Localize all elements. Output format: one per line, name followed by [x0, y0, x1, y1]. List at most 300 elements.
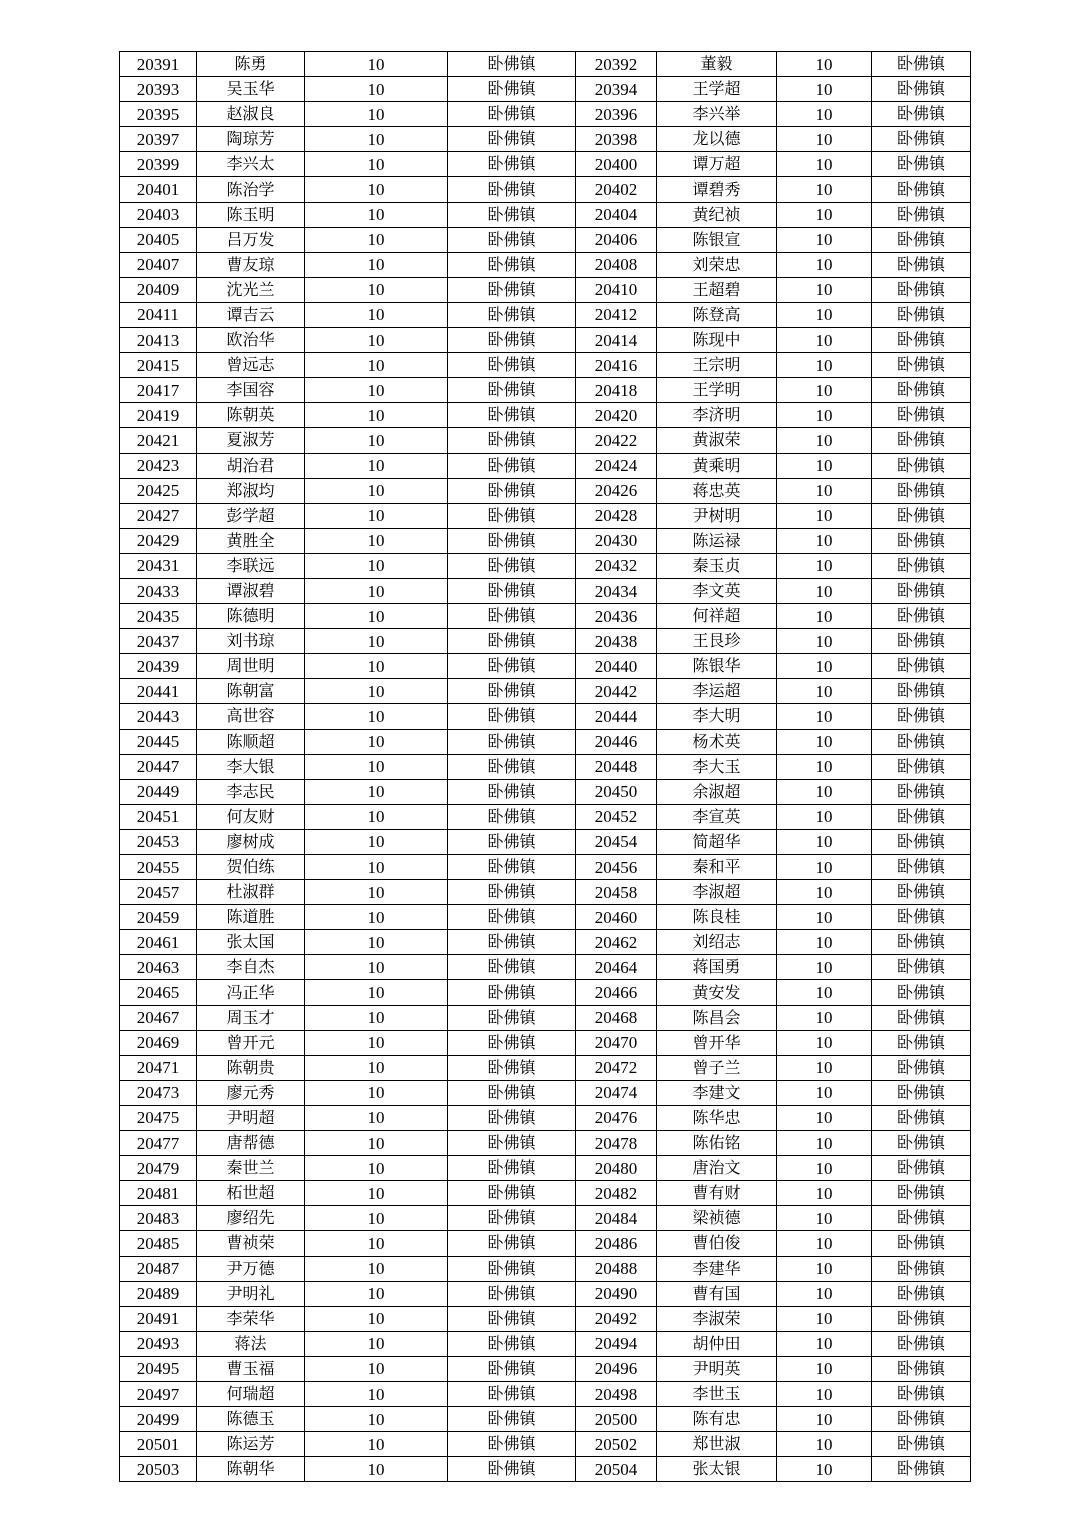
cell-name: 唐帮德 [197, 1131, 305, 1156]
cell-name: 黄胜全 [197, 528, 305, 553]
table-row [120, 127, 971, 152]
cell-town: 卧佛镇 [872, 528, 971, 553]
cell-name: 吕万发 [197, 227, 305, 252]
cell-num: 10 [777, 679, 872, 704]
cell-name: 曹友琼 [197, 252, 305, 277]
cell-id: 20445 [120, 729, 197, 754]
cell-name: 曹祯荣 [197, 1231, 305, 1256]
table-row [120, 1055, 971, 1080]
cell-id: 20424 [576, 453, 657, 478]
table-row [120, 905, 971, 930]
table-row [120, 980, 971, 1005]
cell-town: 卧佛镇 [448, 880, 576, 905]
cell-id: 20459 [120, 905, 197, 930]
table-row [120, 855, 971, 880]
cell-id: 20473 [120, 1080, 197, 1105]
cell-name: 曾远志 [197, 353, 305, 378]
cell-name: 简超华 [657, 829, 777, 854]
cell-name: 李大银 [197, 754, 305, 779]
cell-num: 10 [305, 1256, 448, 1281]
cell-name: 谭碧秀 [657, 177, 777, 202]
cell-num: 10 [777, 453, 872, 478]
cell-num: 10 [305, 1055, 448, 1080]
table-row [120, 729, 971, 754]
table-row [120, 629, 971, 654]
cell-name: 秦世兰 [197, 1156, 305, 1181]
cell-id: 20438 [576, 629, 657, 654]
cell-id: 20405 [120, 227, 197, 252]
cell-name: 黄淑荣 [657, 428, 777, 453]
cell-town: 卧佛镇 [448, 127, 576, 152]
cell-num: 10 [305, 478, 448, 503]
cell-name: 曹有财 [657, 1181, 777, 1206]
cell-id: 20418 [576, 378, 657, 403]
cell-num: 10 [305, 453, 448, 478]
table-row [120, 252, 971, 277]
cell-id: 20462 [576, 930, 657, 955]
cell-num: 10 [777, 152, 872, 177]
cell-num: 10 [305, 1156, 448, 1181]
cell-num: 10 [777, 227, 872, 252]
cell-name: 李志民 [197, 779, 305, 804]
cell-name: 陈德明 [197, 604, 305, 629]
cell-name: 陈运芳 [197, 1432, 305, 1457]
cell-town: 卧佛镇 [448, 1256, 576, 1281]
cell-town: 卧佛镇 [872, 453, 971, 478]
cell-id: 20423 [120, 453, 197, 478]
cell-id: 20458 [576, 880, 657, 905]
cell-id: 20487 [120, 1256, 197, 1281]
table-row [120, 478, 971, 503]
cell-town: 卧佛镇 [872, 1156, 971, 1181]
cell-town: 卧佛镇 [448, 1432, 576, 1457]
cell-name: 王学超 [657, 77, 777, 102]
cell-name: 陈银华 [657, 654, 777, 679]
cell-num: 10 [777, 252, 872, 277]
cell-town: 卧佛镇 [872, 654, 971, 679]
table-row [120, 52, 971, 77]
cell-id: 20437 [120, 629, 197, 654]
cell-id: 20444 [576, 704, 657, 729]
cell-num: 10 [305, 378, 448, 403]
cell-num: 10 [777, 1457, 872, 1482]
cell-town: 卧佛镇 [872, 1256, 971, 1281]
cell-town: 卧佛镇 [872, 503, 971, 528]
cell-num: 10 [305, 328, 448, 353]
cell-num: 10 [777, 1055, 872, 1080]
cell-num: 10 [777, 804, 872, 829]
cell-num: 10 [777, 930, 872, 955]
cell-town: 卧佛镇 [872, 1030, 971, 1055]
table-row [120, 353, 971, 378]
table-row [120, 328, 971, 353]
cell-id: 20485 [120, 1231, 197, 1256]
cell-num: 10 [777, 1306, 872, 1331]
cell-id: 20406 [576, 227, 657, 252]
cell-town: 卧佛镇 [448, 1105, 576, 1130]
cell-town: 卧佛镇 [872, 1432, 971, 1457]
cell-name: 尹明礼 [197, 1281, 305, 1306]
cell-num: 10 [777, 729, 872, 754]
cell-num: 10 [777, 302, 872, 327]
table-row [120, 77, 971, 102]
cell-id: 20401 [120, 177, 197, 202]
cell-town: 卧佛镇 [448, 1331, 576, 1356]
cell-num: 10 [777, 1407, 872, 1432]
table-row [120, 152, 971, 177]
cell-town: 卧佛镇 [448, 353, 576, 378]
cell-town: 卧佛镇 [448, 328, 576, 353]
cell-name: 王宗明 [657, 353, 777, 378]
cell-num: 10 [305, 528, 448, 553]
cell-num: 10 [777, 629, 872, 654]
cell-num: 10 [305, 1005, 448, 1030]
table-row [120, 1156, 971, 1181]
cell-id: 20409 [120, 277, 197, 302]
cell-name: 曾子兰 [657, 1055, 777, 1080]
cell-town: 卧佛镇 [872, 1407, 971, 1432]
cell-town: 卧佛镇 [448, 804, 576, 829]
cell-name: 陈治学 [197, 177, 305, 202]
cell-name: 蒋忠英 [657, 478, 777, 503]
cell-town: 卧佛镇 [872, 252, 971, 277]
cell-id: 20504 [576, 1457, 657, 1482]
cell-town: 卧佛镇 [872, 1457, 971, 1482]
cell-town: 卧佛镇 [448, 629, 576, 654]
cell-num: 10 [777, 102, 872, 127]
cell-id: 20400 [576, 152, 657, 177]
cell-town: 卧佛镇 [448, 77, 576, 102]
cell-name: 陈朝英 [197, 403, 305, 428]
cell-town: 卧佛镇 [872, 1206, 971, 1231]
cell-id: 20407 [120, 252, 197, 277]
cell-num: 10 [777, 1105, 872, 1130]
cell-id: 20392 [576, 52, 657, 77]
cell-name: 李淑荣 [657, 1306, 777, 1331]
cell-name: 李建文 [657, 1080, 777, 1105]
table-row [120, 930, 971, 955]
cell-name: 王超碧 [657, 277, 777, 302]
cell-id: 20425 [120, 478, 197, 503]
cell-town: 卧佛镇 [872, 629, 971, 654]
table-row [120, 528, 971, 553]
cell-id: 20474 [576, 1080, 657, 1105]
cell-name: 何祥超 [657, 604, 777, 629]
cell-num: 10 [305, 553, 448, 578]
cell-num: 10 [305, 1131, 448, 1156]
cell-id: 20399 [120, 152, 197, 177]
table-row [120, 955, 971, 980]
cell-num: 10 [777, 1331, 872, 1356]
cell-town: 卧佛镇 [448, 252, 576, 277]
cell-town: 卧佛镇 [448, 1206, 576, 1231]
cell-name: 王学明 [657, 378, 777, 403]
cell-name: 郑世淑 [657, 1432, 777, 1457]
cell-name: 沈光兰 [197, 277, 305, 302]
cell-name: 李自杰 [197, 955, 305, 980]
cell-num: 10 [305, 804, 448, 829]
cell-name: 李联远 [197, 553, 305, 578]
cell-name: 李济明 [657, 403, 777, 428]
cell-id: 20469 [120, 1030, 197, 1055]
cell-num: 10 [777, 1030, 872, 1055]
cell-id: 20394 [576, 77, 657, 102]
cell-num: 10 [777, 829, 872, 854]
cell-town: 卧佛镇 [448, 905, 576, 930]
cell-num: 10 [777, 1131, 872, 1156]
cell-name: 李世玉 [657, 1381, 777, 1406]
cell-id: 20426 [576, 478, 657, 503]
cell-town: 卧佛镇 [448, 679, 576, 704]
cell-town: 卧佛镇 [448, 503, 576, 528]
cell-id: 20454 [576, 829, 657, 854]
cell-num: 10 [777, 378, 872, 403]
cell-id: 20478 [576, 1131, 657, 1156]
cell-id: 20398 [576, 127, 657, 152]
table-row [120, 1331, 971, 1356]
cell-town: 卧佛镇 [872, 855, 971, 880]
cell-town: 卧佛镇 [872, 779, 971, 804]
cell-id: 20477 [120, 1131, 197, 1156]
cell-id: 20440 [576, 654, 657, 679]
cell-num: 10 [777, 654, 872, 679]
cell-id: 20492 [576, 1306, 657, 1331]
cell-name: 吴玉华 [197, 77, 305, 102]
cell-num: 10 [777, 855, 872, 880]
table-row [120, 1080, 971, 1105]
cell-num: 10 [305, 855, 448, 880]
cell-id: 20448 [576, 754, 657, 779]
cell-num: 10 [305, 353, 448, 378]
cell-id: 20431 [120, 553, 197, 578]
table-row [120, 1457, 971, 1482]
cell-id: 20395 [120, 102, 197, 127]
table-row [120, 679, 971, 704]
cell-name: 赵淑良 [197, 102, 305, 127]
cell-id: 20396 [576, 102, 657, 127]
cell-name: 谭淑碧 [197, 578, 305, 603]
cell-id: 20480 [576, 1156, 657, 1181]
cell-town: 卧佛镇 [872, 52, 971, 77]
cell-town: 卧佛镇 [872, 729, 971, 754]
cell-num: 10 [305, 152, 448, 177]
cell-name: 廖元秀 [197, 1080, 305, 1105]
cell-id: 20456 [576, 855, 657, 880]
cell-name: 张太银 [657, 1457, 777, 1482]
cell-num: 10 [305, 1181, 448, 1206]
cell-town: 卧佛镇 [448, 754, 576, 779]
cell-id: 20427 [120, 503, 197, 528]
cell-town: 卧佛镇 [448, 955, 576, 980]
cell-name: 陈有忠 [657, 1407, 777, 1432]
cell-town: 卧佛镇 [872, 378, 971, 403]
cell-num: 10 [305, 704, 448, 729]
cell-name: 刘书琼 [197, 629, 305, 654]
cell-num: 10 [777, 704, 872, 729]
cell-town: 卧佛镇 [872, 880, 971, 905]
cell-id: 20436 [576, 604, 657, 629]
table-row [120, 102, 971, 127]
cell-id: 20435 [120, 604, 197, 629]
cell-name: 陈银宣 [657, 227, 777, 252]
cell-town: 卧佛镇 [872, 328, 971, 353]
cell-town: 卧佛镇 [448, 1356, 576, 1381]
cell-num: 10 [305, 654, 448, 679]
cell-name: 周玉才 [197, 1005, 305, 1030]
cell-name: 蒋法 [197, 1331, 305, 1356]
table-row [120, 1306, 971, 1331]
cell-id: 20499 [120, 1407, 197, 1432]
cell-name: 董毅 [657, 52, 777, 77]
cell-town: 卧佛镇 [448, 578, 576, 603]
cell-id: 20415 [120, 353, 197, 378]
cell-num: 10 [305, 1432, 448, 1457]
cell-name: 高世容 [197, 704, 305, 729]
cell-name: 胡治君 [197, 453, 305, 478]
table-row [120, 202, 971, 227]
cell-town: 卧佛镇 [872, 578, 971, 603]
cell-town: 卧佛镇 [872, 152, 971, 177]
cell-town: 卧佛镇 [448, 855, 576, 880]
cell-name: 陈华忠 [657, 1105, 777, 1130]
cell-town: 卧佛镇 [448, 1407, 576, 1432]
cell-id: 20442 [576, 679, 657, 704]
cell-id: 20449 [120, 779, 197, 804]
cell-town: 卧佛镇 [448, 1181, 576, 1206]
cell-id: 20397 [120, 127, 197, 152]
cell-id: 20404 [576, 202, 657, 227]
cell-name: 尹明英 [657, 1356, 777, 1381]
cell-num: 10 [777, 328, 872, 353]
cell-num: 10 [305, 1105, 448, 1130]
cell-name: 曹伯俊 [657, 1231, 777, 1256]
cell-id: 20468 [576, 1005, 657, 1030]
cell-num: 10 [777, 1156, 872, 1181]
cell-id: 20432 [576, 553, 657, 578]
cell-town: 卧佛镇 [448, 1080, 576, 1105]
cell-id: 20486 [576, 1231, 657, 1256]
cell-num: 10 [777, 880, 872, 905]
cell-num: 10 [777, 955, 872, 980]
table-row [120, 779, 971, 804]
cell-town: 卧佛镇 [872, 1131, 971, 1156]
cell-num: 10 [777, 77, 872, 102]
cell-name: 郑淑均 [197, 478, 305, 503]
cell-town: 卧佛镇 [448, 277, 576, 302]
cell-id: 20461 [120, 930, 197, 955]
cell-id: 20493 [120, 1331, 197, 1356]
cell-num: 10 [777, 1281, 872, 1306]
cell-num: 10 [305, 1356, 448, 1381]
cell-num: 10 [777, 553, 872, 578]
cell-num: 10 [305, 1306, 448, 1331]
cell-num: 10 [777, 905, 872, 930]
cell-name: 陈道胜 [197, 905, 305, 930]
cell-name: 陈朝贵 [197, 1055, 305, 1080]
cell-id: 20494 [576, 1331, 657, 1356]
cell-num: 10 [305, 604, 448, 629]
cell-town: 卧佛镇 [448, 478, 576, 503]
cell-town: 卧佛镇 [448, 930, 576, 955]
table-row [120, 302, 971, 327]
cell-name: 李国容 [197, 378, 305, 403]
table-row [120, 1356, 971, 1381]
cell-name: 夏淑芳 [197, 428, 305, 453]
table-row [120, 1407, 971, 1432]
cell-id: 20484 [576, 1206, 657, 1231]
cell-num: 10 [777, 503, 872, 528]
table-row [120, 1206, 971, 1231]
cell-name: 杨术英 [657, 729, 777, 754]
cell-name: 廖树成 [197, 829, 305, 854]
cell-name: 余淑超 [657, 779, 777, 804]
cell-town: 卧佛镇 [448, 1281, 576, 1306]
cell-id: 20491 [120, 1306, 197, 1331]
cell-town: 卧佛镇 [448, 1457, 576, 1482]
cell-num: 10 [777, 1356, 872, 1381]
cell-town: 卧佛镇 [872, 1231, 971, 1256]
cell-num: 10 [305, 930, 448, 955]
table-row [120, 1105, 971, 1130]
cell-id: 20475 [120, 1105, 197, 1130]
cell-num: 10 [305, 1331, 448, 1356]
cell-num: 10 [777, 52, 872, 77]
cell-num: 10 [777, 1080, 872, 1105]
cell-town: 卧佛镇 [448, 1005, 576, 1030]
cell-town: 卧佛镇 [872, 177, 971, 202]
cell-num: 10 [777, 1256, 872, 1281]
cell-name: 李兴太 [197, 152, 305, 177]
cell-num: 10 [305, 754, 448, 779]
cell-num: 10 [305, 1231, 448, 1256]
cell-town: 卧佛镇 [872, 754, 971, 779]
cell-id: 20417 [120, 378, 197, 403]
cell-name: 胡仲田 [657, 1331, 777, 1356]
cell-name: 张太国 [197, 930, 305, 955]
cell-id: 20412 [576, 302, 657, 327]
cell-town: 卧佛镇 [448, 227, 576, 252]
cell-name: 陈登高 [657, 302, 777, 327]
cell-id: 20452 [576, 804, 657, 829]
cell-town: 卧佛镇 [448, 1381, 576, 1406]
cell-town: 卧佛镇 [872, 604, 971, 629]
table-row [120, 654, 971, 679]
cell-town: 卧佛镇 [872, 353, 971, 378]
cell-num: 10 [777, 1381, 872, 1406]
cell-town: 卧佛镇 [448, 1306, 576, 1331]
cell-id: 20420 [576, 403, 657, 428]
cell-town: 卧佛镇 [872, 553, 971, 578]
cell-name: 陈德玉 [197, 1407, 305, 1432]
cell-num: 10 [305, 403, 448, 428]
cell-name: 杜淑群 [197, 880, 305, 905]
cell-town: 卧佛镇 [448, 1231, 576, 1256]
cell-id: 20402 [576, 177, 657, 202]
cell-id: 20393 [120, 77, 197, 102]
cell-id: 20410 [576, 277, 657, 302]
cell-name: 李淑超 [657, 880, 777, 905]
cell-num: 10 [777, 1206, 872, 1231]
cell-id: 20439 [120, 654, 197, 679]
cell-id: 20428 [576, 503, 657, 528]
cell-num: 10 [305, 52, 448, 77]
cell-num: 10 [777, 754, 872, 779]
cell-town: 卧佛镇 [872, 428, 971, 453]
cell-town: 卧佛镇 [448, 779, 576, 804]
cell-name: 陈顺超 [197, 729, 305, 754]
cell-town: 卧佛镇 [872, 1080, 971, 1105]
cell-town: 卧佛镇 [872, 679, 971, 704]
